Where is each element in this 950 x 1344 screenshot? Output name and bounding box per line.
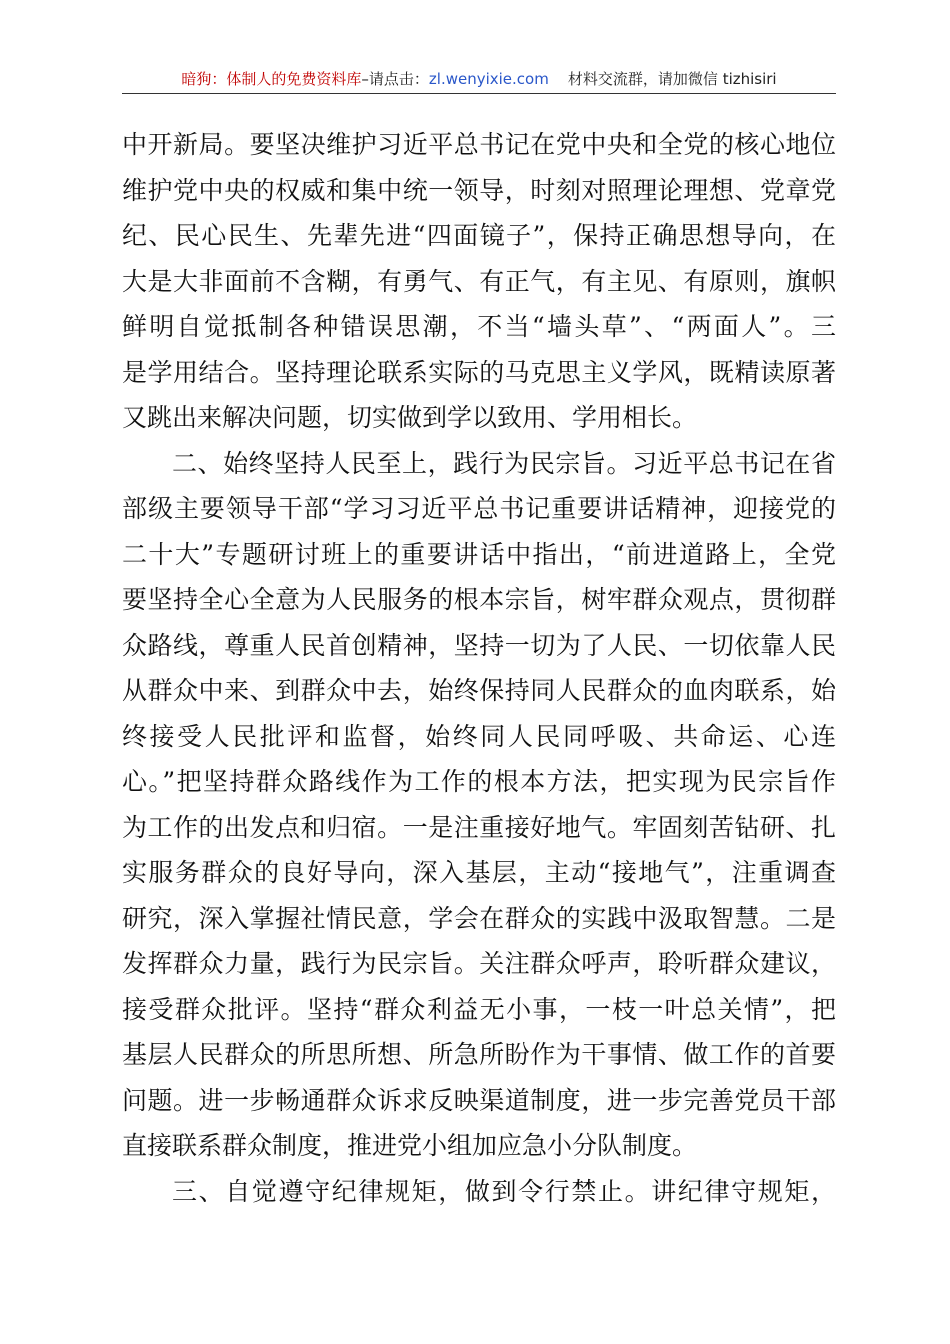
text-line: 问题。进一步畅通群众诉求反映渠道制度，进一步完善党员干部 [122,1085,836,1115]
text-line: 基层人民群众的所思所想、所急所盼作为干事情、做工作的首要 [122,1040,836,1069]
text-line: 是学用结合。坚持理论联系实际的马克思主义学风，既精读原著 [122,357,836,387]
paragraph-start-line: 三、自觉遵守纪律规矩，做到令行禁止。讲纪律守规矩， [172,1176,836,1206]
text-line: 部级主要领导干部“学习习近平总书记重要讲话精神，迎接党的 [122,494,836,523]
text-line: 维护党中央的权威和集中统一领导，时刻对照理论理想、党章党 [122,175,836,205]
text-line: 心。”把坚持群众路线作为工作的根本方法，把实现为民宗旨作 [122,767,836,796]
text-line: 二十大”专题研讨班上的重要讲话中指出，“前进道路上，全党 [122,539,836,569]
text-line: 鲜明自觉抵制各种错误思潮，不当“墙头草”、“两面人”。三 [122,312,836,341]
text-line: 为工作的出发点和归宿。一是注重接好地气。牢固刻苦钻研、扎 [122,812,836,842]
text-line: 中开新局。要坚决维护习近平总书记在党中央和全党的核心地位 [122,130,836,159]
header-contact: 材料交流群，请加微信 tizhisiri [567,70,777,88]
header-divider [122,93,836,94]
text-line: 大是大非面前不含糊，有勇气、有正气，有主见、有原则，旗帜 [122,266,836,296]
header-url-link[interactable]: zl.wenyixie.com [428,70,549,88]
text-line: 从群众中来、到群众中去，始终保持同人民群众的血肉联系，始 [122,676,836,705]
paragraph-start-line: 二、始终坚持人民至上，践行为民宗旨。习近平总书记在省 [172,448,836,478]
header-click-prompt: –请点击： [361,70,429,88]
text-line: 要坚持全心全意为人民服务的根本宗旨，树牢群众观点，贯彻群 [122,585,836,614]
text-line: 实服务群众的良好导向，深入基层，主动“接地气”，注重调查 [122,858,836,887]
text-line: 众路线，尊重人民首创精神，坚持一切为了人民、一切依靠人民 [122,630,836,660]
text-line: 直接联系群众制度，推进党小组加应急小分队制度。 [122,1131,698,1160]
text-line: 研究，深入掌握社情民意，学会在群众的实践中汲取智慧。二是 [122,903,836,933]
page-header [122,68,836,90]
text-line: 终接受人民批评和监督，始终同人民同呼吸、共命运、心连 [122,721,836,751]
text-line: 发挥群众力量，践行为民宗旨。关注群众呼声，聆听群众建议， [122,949,836,978]
text-line: 又跳出来解决问题，切实做到学以致用、学用相长。 [122,403,698,432]
header-brand: 暗狗：体制人的免费资料库 [181,70,362,88]
text-line: 纪、民心民生、先辈先进“四面镜子”，保持正确思想导向，在 [122,221,836,250]
document-body [122,122,836,1214]
text-line: 接受群众批评。坚持“群众利益无小事，一枝一叶总关情”，把 [122,994,836,1024]
